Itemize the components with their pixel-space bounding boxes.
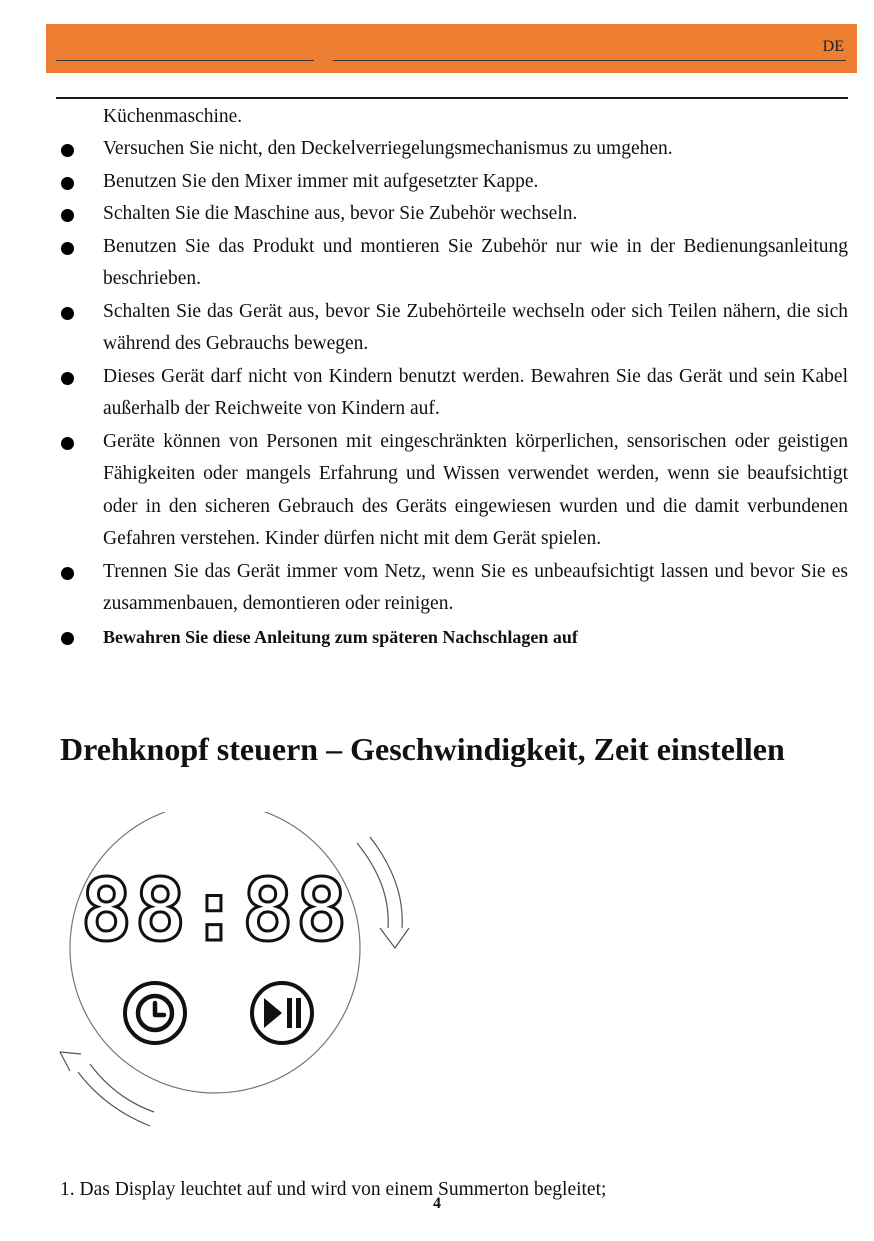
bullet-dot <box>61 437 74 450</box>
step-1-text: 1. Das Display leuchtet auf und wird von einem Summerton begleitet; <box>60 1179 607 1200</box>
list-item-bold: Bewahren Sie diese Anleitung zum späteren Nachschlagen auf <box>0 621 848 654</box>
list-item: Versuchen Sie nicht, den Deckelverriegelungsmechanismus zu umgehen. <box>0 133 848 166</box>
list-item: Benutzen Sie das Produkt und montieren Sie Zubehör nur wie in der Bedienungsanleitung beschrieben. <box>0 231 848 296</box>
header-bar <box>46 24 857 73</box>
list-item: Schalten Sie das Gerät aus, bevor Sie Zubehörteile wechseln oder sich Teilen nähern, die sich während des Gebrauchs bewegen. <box>0 296 848 361</box>
bullet-dot <box>61 177 74 190</box>
section-title: Drehknopf steuern – Geschwindigkeit, Zeit einstellen <box>60 731 785 767</box>
continued-text: Küchenmaschine. <box>103 106 243 127</box>
language-label: DE <box>822 38 844 55</box>
page-number: 4 <box>433 1195 441 1212</box>
bullet-dot <box>61 209 74 222</box>
segment-display: 88:88 <box>80 861 350 961</box>
bullet-dot <box>61 242 74 255</box>
list-item: Dieses Gerät darf nicht von Kindern benutzt werden. Bewahren Sie das Gerät und sein Kabel außerhalb der Reichweite von Kindern auf. <box>0 361 848 426</box>
bullet-dot <box>61 307 74 320</box>
bullet-dot <box>61 567 74 580</box>
list-item: Benutzen Sie den Mixer immer mit aufgesetzter Kappe. <box>0 166 848 199</box>
list-item: Schalten Sie die Maschine aus, bevor Sie Zubehör wechseln. <box>0 198 848 231</box>
header-rule <box>56 97 848 99</box>
bullet-dot <box>61 632 74 645</box>
list-item: Geräte können von Personen mit eingeschränkten körperlichen, sensorischen oder geistigen Fähigkeiten oder mangels Erfahrung und Wissen verwendet werden, wenn sie beaufsichtigt oder in den sicheren Gebrauch des Geräts eingewiesen wurden und die damit verbundenen Gefahren verstehen. Kinder dürfen nicht mit dem Gerät spielen. <box>0 426 848 556</box>
list-item: Trennen Sie das Gerät immer vom Netz, wenn Sie es unbeaufsichtigt lassen und bevor Sie es zusammenbauen, demontieren oder reinigen. <box>0 556 848 621</box>
control-knob-drawing <box>50 812 430 1142</box>
bullet-dot <box>61 372 74 385</box>
control-knob-figure <box>50 812 430 1142</box>
rotate-clockwise-arrow-icon <box>357 837 409 948</box>
header-underline-left <box>56 60 314 61</box>
bullet-dot <box>61 144 74 157</box>
safety-list <box>0 133 874 653</box>
header-underline-right <box>333 60 846 61</box>
